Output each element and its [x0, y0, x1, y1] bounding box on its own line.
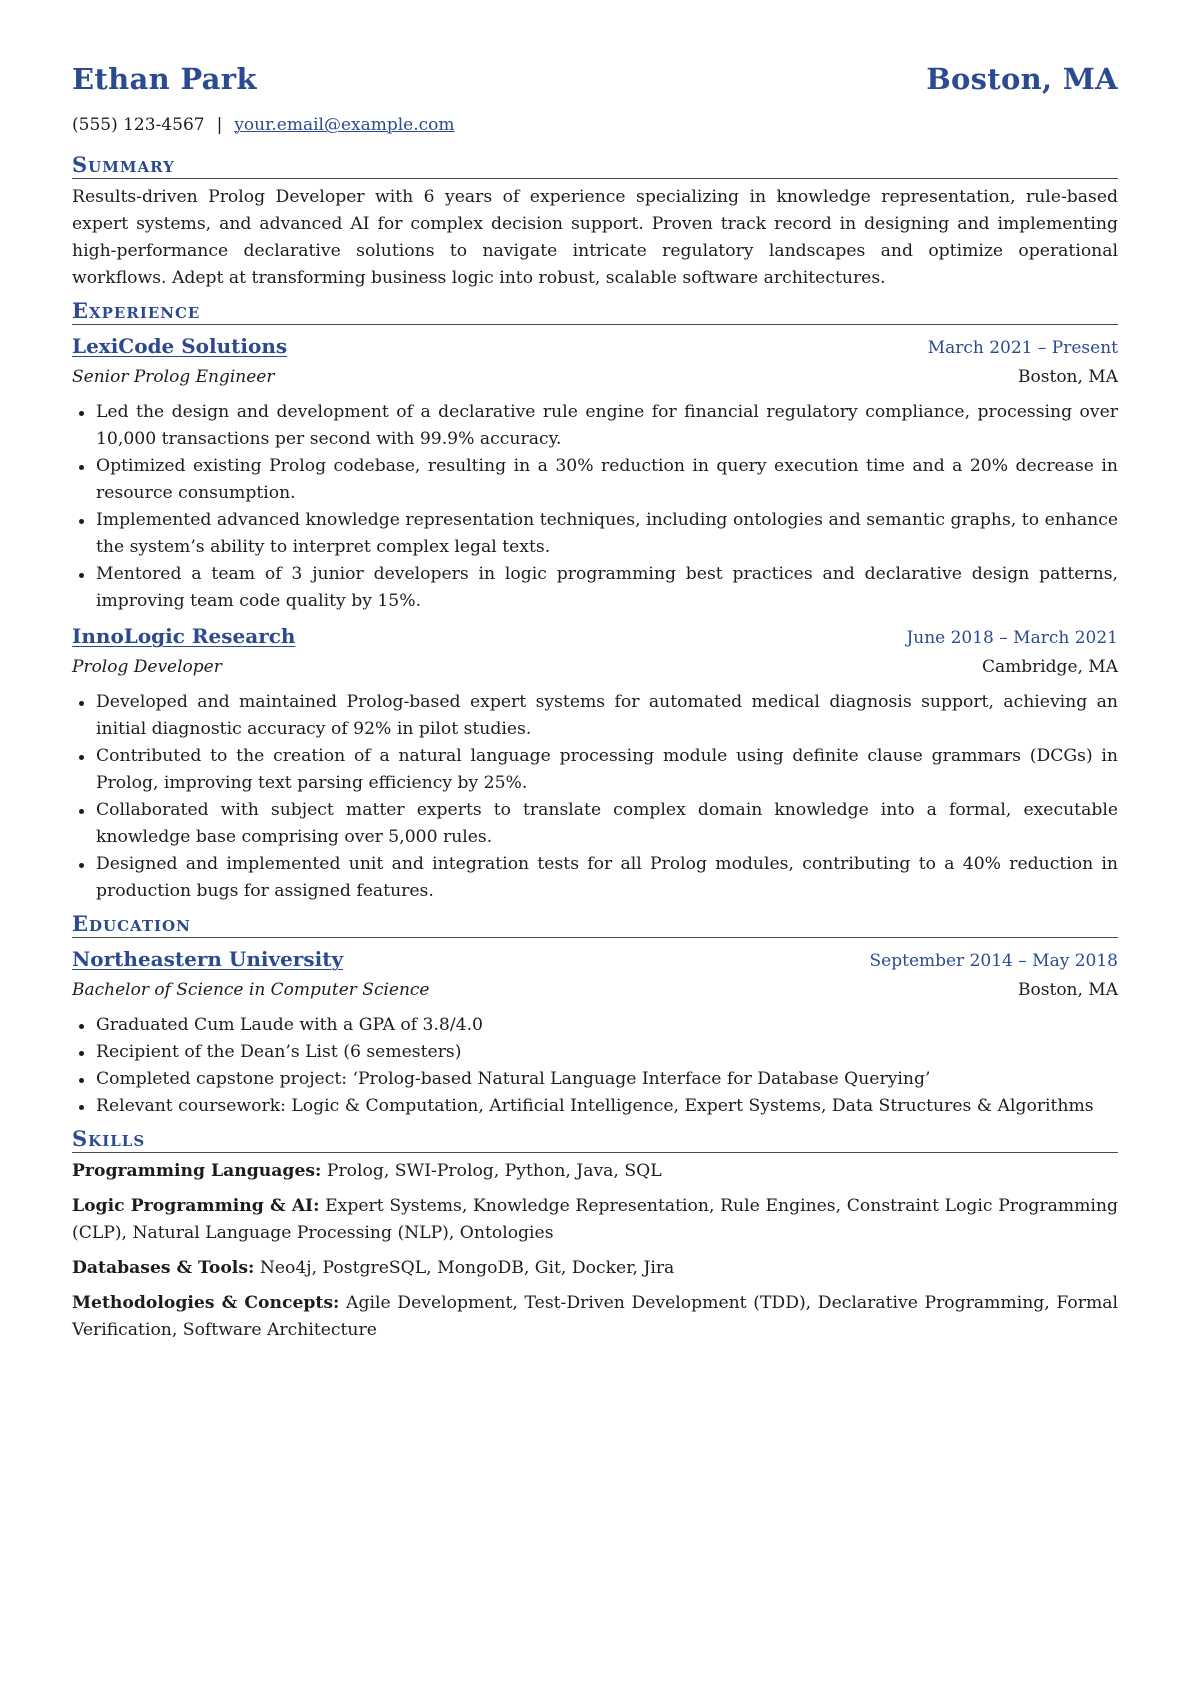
- education-dates: September 2014 – May 2018: [869, 951, 1118, 971]
- bullet-text: Developed and maintained Prolog-based expert systems for automated medical diagnosis support, achieving an initial diagnostic accuracy of 92% in pilot studies.: [96, 692, 1118, 739]
- bullet-item: [96, 507, 1118, 561]
- summary-text: Results-driven Prolog Developer with 6 years of experience specializing in knowledge representation, rule-based expert systems, and advanced AI for complex decision support. Proven track record in designing and implementing high-performance declarative solutions to navigate intricate regulatory landscapes and optimize operational workflows. Adept at transforming business logic into robust, scalable software architectures.: [72, 187, 1118, 288]
- bullet-text: Recipient of the Dean’s List (6 semesters): [96, 1042, 462, 1062]
- candidate-location: Boston, MA: [926, 62, 1118, 96]
- skill-row: [72, 1193, 1118, 1247]
- bullet-text: Relevant coursework: Logic & Computation, Artificial Intelligence, Expert Systems, Data Structures & Algorithms: [96, 1096, 1094, 1116]
- bullet-text: Designed and implemented unit and integration tests for all Prolog modules, contributing to a 40% reduction in production bugs for assigned features.: [96, 854, 1118, 901]
- bullet-text: Graduated Cum Laude with a GPA of 3.8/4.0: [96, 1015, 483, 1035]
- skill-values: Prolog, SWI-Prolog, Python, Java, SQL: [326, 1161, 662, 1181]
- skill-values: Expert Systems, Knowledge Representation, Rule Engines, Constraint Logic Programming (CLP), Natural Language Processing (NLP), Ontologies: [72, 1196, 1118, 1243]
- bullet-text: Implemented advanced knowledge representation techniques, including ontologies and semantic graphs, to enhance the system’s ability to interpret complex legal texts.: [96, 510, 1118, 557]
- bullet-text: Optimized existing Prolog codebase, resulting in a 30% reduction in query execution time and a 20% decrease in resource consumption.: [96, 456, 1118, 503]
- bullet-icon: [79, 755, 84, 760]
- experience-entry: [72, 622, 1118, 905]
- employer-name[interactable]: InnoLogic Research: [72, 624, 296, 648]
- experience-entry: [72, 332, 1118, 615]
- bullet-item: [96, 743, 1118, 797]
- resume-header: [72, 62, 1118, 106]
- email-link[interactable]: your.email@example.com: [234, 115, 455, 135]
- bullet-item: [96, 851, 1118, 905]
- education-entry: [72, 945, 1118, 1120]
- candidate-name: Ethan Park: [72, 62, 257, 96]
- bullet-list: [72, 1012, 1118, 1120]
- bullet-icon: [79, 465, 84, 470]
- bullet-icon: [79, 1105, 84, 1110]
- section-title-summary: Summary: [72, 152, 1118, 179]
- bullet-list: [72, 689, 1118, 905]
- bullet-list: [72, 399, 1118, 615]
- skill-values: Neo4j, PostgreSQL, MongoDB, Git, Docker, Jira: [259, 1258, 675, 1278]
- bullet-icon: [79, 411, 84, 416]
- bullet-icon: [79, 1078, 84, 1083]
- bullet-icon: [79, 701, 84, 706]
- school-name[interactable]: Northeastern University: [72, 947, 344, 971]
- bullet-item: [96, 797, 1118, 851]
- bullet-item: [96, 1066, 1118, 1093]
- bullet-icon: [79, 1051, 84, 1056]
- bullet-text: Completed capstone project: ‘Prolog-based Natural Language Interface for Database Querying’: [96, 1069, 931, 1089]
- skill-values: Agile Development, Test-Driven Development (TDD), Declarative Programming, Formal Verification, Software Architecture: [72, 1293, 1118, 1340]
- bullet-item: [96, 399, 1118, 453]
- job-location: Boston, MA: [1018, 367, 1118, 387]
- contact-line: [72, 112, 1118, 138]
- bullet-item: [96, 561, 1118, 615]
- bullet-item: [96, 1093, 1118, 1120]
- bullet-item: [96, 453, 1118, 507]
- bullet-text: Led the design and development of a declarative rule engine for financial regulatory compliance, processing over 10,000 transactions per second with 99.9% accuracy.: [96, 402, 1118, 449]
- section-title-experience: Experience: [72, 298, 1118, 325]
- bullet-item: [96, 1012, 1118, 1039]
- skill-category: Databases & Tools:: [72, 1258, 255, 1278]
- contact-separator: |: [216, 115, 223, 135]
- bullet-icon: [79, 1024, 84, 1029]
- bullet-item: [96, 1039, 1118, 1066]
- bullet-icon: [79, 809, 84, 814]
- school-location: Boston, MA: [1018, 980, 1118, 1000]
- bullet-icon: [79, 573, 84, 578]
- skill-row: [72, 1290, 1118, 1344]
- job-location: Cambridge, MA: [981, 657, 1118, 677]
- job-title: Prolog Developer: [72, 657, 222, 677]
- employment-dates: March 2021 – Present: [927, 338, 1118, 358]
- skills-list: [72, 1158, 1118, 1344]
- bullet-icon: [79, 863, 84, 868]
- phone-number: (555) 123-4567: [72, 115, 205, 135]
- skill-category: Methodologies & Concepts:: [72, 1293, 340, 1313]
- section-title-education: Education: [72, 911, 1118, 938]
- degree-title: Bachelor of Science in Computer Science: [72, 980, 430, 1000]
- skill-category: Logic Programming & AI:: [72, 1196, 320, 1216]
- skill-category: Programming Languages:: [72, 1161, 322, 1181]
- bullet-text: Collaborated with subject matter experts to translate complex domain knowledge into a formal, executable knowledge base comprising over 5,000 rules.: [96, 800, 1118, 847]
- section-title-skills: Skills: [72, 1126, 1118, 1153]
- bullet-text: Mentored a team of 3 junior developers in logic programming best practices and declarative design patterns, improving team code quality by 15%.: [96, 564, 1118, 611]
- employment-dates: June 2018 – March 2021: [906, 628, 1118, 648]
- job-title: Senior Prolog Engineer: [72, 367, 275, 387]
- employer-name[interactable]: LexiCode Solutions: [72, 334, 288, 358]
- skill-row: [72, 1255, 1118, 1282]
- bullet-text: Contributed to the creation of a natural language processing module using definite clause grammars (DCGs) in Prolog, improving text parsing efficiency by 25%.: [96, 746, 1118, 793]
- bullet-item: [96, 689, 1118, 743]
- skill-row: [72, 1158, 1118, 1185]
- bullet-icon: [79, 519, 84, 524]
